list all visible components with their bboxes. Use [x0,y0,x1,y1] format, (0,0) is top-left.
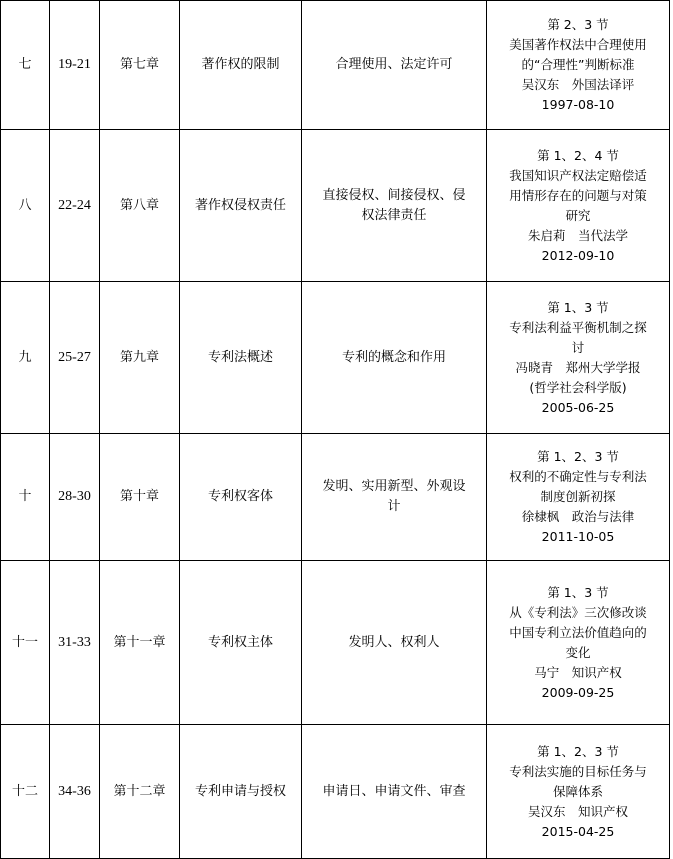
content-line: 权法律责任 [361,207,427,223]
hours-cell: 22-24 [50,130,100,282]
reading-line: 第 1、2、3 节 [537,449,619,464]
content-cell [302,1,487,130]
title-cell: 著作权的限制 [180,1,302,130]
content-line: 计 [387,499,401,514]
content-line: 发明、实用新型、外观设 [322,479,466,494]
reading-line: 权利的不确定性与专利法 [509,469,647,484]
chapter-cell: 第十章 [100,434,180,561]
reading-line: 2009-09-25 [541,684,615,700]
title-cell: 专利申请与授权 [180,725,302,859]
reading-line: 第 1、2、4 节 [537,147,619,163]
reading-line: 用情形存在的问题与对策 [509,187,647,203]
content-line: 直接侵权、间接侵权、侵 [322,187,466,203]
reading-line: 第 2、3 节 [547,17,609,32]
reading-line: 从《专利法》三次修改谈 [509,604,647,620]
reading-line: 吴汉东 外国法译评 [521,77,635,92]
title-cell: 著作权侵权责任 [180,130,302,282]
table-row [1,434,670,561]
page-edge [669,0,673,858]
title-cell: 专利权主体 [180,561,302,725]
reading-line: 朱启莉 当代法学 [527,227,628,243]
reading-cell [487,130,670,282]
reading-line: 马宁 知识产权 [534,664,622,680]
reading-line: 吴汉东 知识产权 [527,803,628,819]
reading-line: 中国专利立法价值趋向的 [509,624,647,640]
reading-line: 2005-06-25 [541,399,615,415]
reading-line: 美国著作权法中合理使用 [509,37,647,52]
reading-line: 变化 [565,644,591,660]
content-line: 申请日、申请文件、审查 [322,783,466,799]
content-cell [302,434,487,561]
hours-cell: 34-36 [50,725,100,859]
reading-line: 第 1、3 节 [547,584,609,600]
lesson-cell: 九 [1,282,50,434]
content-line: 发明人、权利人 [348,634,440,650]
reading-line: 讨 [571,339,585,355]
title-cell: 专利法概述 [180,282,302,434]
reading-line: 专利法利益平衡机制之探 [509,319,647,335]
lesson-cell: 十二 [1,725,50,859]
lesson-cell: 八 [1,130,50,282]
reading-line: 第 1、2、3 节 [537,743,619,759]
table-row [1,561,670,725]
content-cell [302,130,487,282]
reading-line: 专利法实施的目标任务与 [509,763,647,779]
reading-line: 研究 [565,207,591,223]
content-cell [302,282,487,434]
reading-line: 2012-09-10 [541,247,615,263]
reading-line: 我国知识产权法定赔偿适 [509,167,647,183]
table-row [1,130,670,282]
reading-line: 徐棣枫 政治与法律 [521,509,635,524]
reading-cell [487,434,670,561]
table-row [1,725,670,859]
reading-line: (哲学社会科学版) [529,379,627,395]
reading-line: 2011-10-05 [541,529,615,544]
content-line: 合理使用、法定许可 [335,57,453,72]
lesson-cell: 七 [1,1,50,130]
reading-cell [487,561,670,725]
reading-cell [487,1,670,130]
chapter-cell: 第十二章 [100,725,180,859]
reading-line: 2015-04-25 [541,823,615,839]
table-body [1,1,670,859]
reading-line: 1997-08-10 [541,97,615,112]
chapter-cell: 第八章 [100,130,180,282]
hours-cell: 28-30 [50,434,100,561]
chapter-cell: 第十一章 [100,561,180,725]
reading-cell [487,725,670,859]
reading-line: 的“合理性”判断标准 [521,57,635,72]
content-line: 专利的概念和作用 [341,349,446,365]
reading-line: 保障体系 [552,783,603,799]
hours-cell: 25-27 [50,282,100,434]
content-cell [302,725,487,859]
reading-line: 第 1、3 节 [547,299,609,315]
chapter-cell: 第七章 [100,1,180,130]
chapter-cell: 第九章 [100,282,180,434]
lesson-cell: 十 [1,434,50,561]
hours-cell: 19-21 [50,1,100,130]
table-row [1,282,670,434]
content-cell [302,561,487,725]
reading-line: 制度创新初探 [540,489,616,504]
title-cell: 专利权客体 [180,434,302,561]
reading-line: 冯晓青 郑州大学学报 [515,359,641,375]
table-row [1,1,670,130]
lesson-cell: 十一 [1,561,50,725]
hours-cell: 31-33 [50,561,100,725]
reading-cell [487,282,670,434]
